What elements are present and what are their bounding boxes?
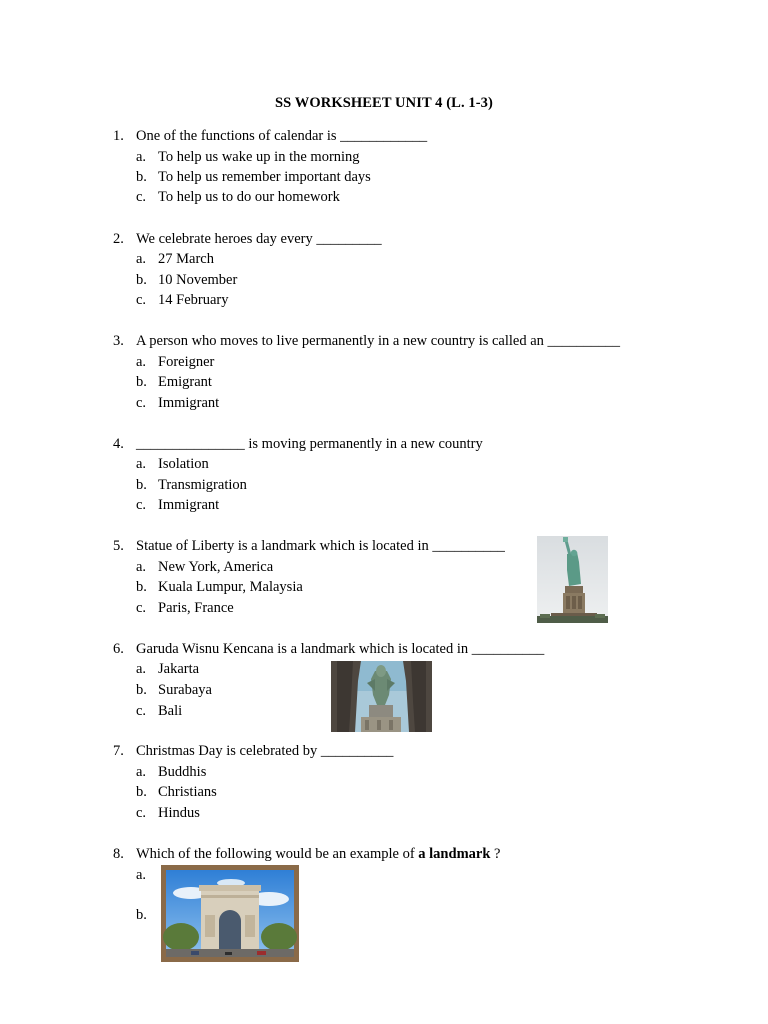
question-number: 2. — [113, 231, 124, 247]
question-text: _______________ is moving permanently in a new country — [136, 436, 483, 452]
option-text: Surabaya — [158, 682, 212, 698]
option-letter: a. — [136, 354, 147, 370]
option-letter: c. — [136, 189, 147, 205]
option-text: To help us wake up in the morning — [158, 149, 360, 165]
question-text: We celebrate heroes day every _________ — [136, 231, 382, 247]
question-text: Garuda Wisnu Kencana is a landmark which is located in __________ — [136, 641, 545, 657]
option-text: 27 March — [158, 251, 214, 267]
option-text: Kuala Lumpur, Malaysia — [158, 579, 303, 595]
option-letter: a. — [136, 251, 147, 267]
option-letter: b. — [136, 784, 147, 800]
question-number: 1. — [113, 128, 124, 144]
option-text: Emigrant — [158, 374, 212, 390]
option-letter: b. — [136, 272, 147, 288]
option-letter: c. — [136, 703, 147, 719]
question-text-end: ? — [490, 846, 501, 862]
option-text: Isolation — [158, 456, 209, 472]
worksheet-title: SS WORKSHEET UNIT 4 (L. 1-3) — [275, 95, 493, 111]
option-text: 14 February — [158, 292, 229, 308]
question-text-start: Which of the following would be an example of — [136, 846, 419, 862]
option-text: Jakarta — [158, 661, 200, 677]
arc-de-triomphe-image — [161, 865, 299, 962]
option-letter: c. — [136, 600, 147, 616]
option-letter: b. — [136, 682, 147, 698]
question-number: 4. — [113, 436, 124, 452]
option-letter: a. — [136, 559, 147, 575]
question-text-bold: a landmark — [418, 846, 491, 862]
option-text: Immigrant — [158, 395, 220, 411]
option-letter: a. — [136, 661, 147, 677]
question-number: 7. — [113, 743, 124, 759]
option-letter: c. — [136, 395, 147, 411]
option-text: Buddhis — [158, 764, 207, 780]
option-letter: a. — [136, 149, 147, 165]
statue-of-liberty-image — [537, 536, 608, 623]
option-text: Bali — [158, 703, 183, 719]
option-text: Hindus — [158, 805, 200, 821]
option-letter: b. — [136, 169, 147, 185]
question-number: 6. — [113, 641, 124, 657]
option-letter: b. — [136, 477, 147, 493]
question-text: One of the functions of calendar is ____________ — [136, 128, 428, 144]
question-number: 5. — [113, 538, 124, 554]
option-letter: c. — [136, 497, 147, 513]
option-letter: c. — [136, 805, 147, 821]
question-text: Christmas Day is celebrated by __________ — [136, 743, 394, 759]
question-text: Statue of Liberty is a landmark which is located in __________ — [136, 538, 505, 554]
question-number: 8. — [113, 846, 124, 862]
garuda-wisnu-kencana-image — [331, 661, 432, 732]
option-letter: a. — [136, 456, 147, 472]
option-text: Christians — [158, 784, 217, 800]
option-letter: b. — [136, 374, 147, 390]
option-text: New York, America — [158, 559, 274, 575]
option-letter: a. — [136, 867, 147, 883]
option-text: Immigrant — [158, 497, 220, 513]
option-text: Transmigration — [158, 477, 247, 493]
question-text: A person who moves to live permanently in a new country is called an __________ — [136, 333, 621, 349]
question-number: 3. — [113, 333, 124, 349]
option-letter: c. — [136, 292, 147, 308]
option-text: 10 November — [158, 272, 238, 288]
option-text: To help us to do our homework — [158, 189, 340, 205]
option-text: Foreigner — [158, 354, 215, 370]
option-text: Paris, France — [158, 600, 234, 616]
option-letter: b. — [136, 579, 147, 595]
option-letter: a. — [136, 764, 147, 780]
question-text — [136, 845, 500, 863]
option-text: To help us remember important days — [158, 169, 371, 185]
option-letter: b. — [136, 907, 147, 923]
